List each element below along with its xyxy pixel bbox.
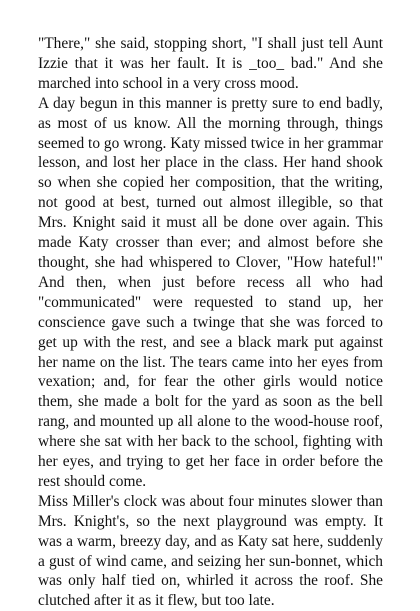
paragraph-1: "There," she said, stopping short, "I shall just tell Aunt Izzie that it was her fault. It is _too_ bad." And she marched into school in a very cross mood. xyxy=(38,35,383,92)
paragraph-2: A day begun in this manner is pretty sure to end badly, as most of us know. All the morning through, things seemed to go wrong. Katy missed twice in her grammar lesson, and lost her place in the class. Her hand shook so when she copied her composition, that the writing, not good at best, turned out almost illegible, so that Mrs. Knight said it must all be done over again. This made Katy crosser than ever; and almost before she thought, she had whispered to Clover, "How hateful!" And then, when just before recess all who had "communicated" were requested to stand up, her conscience gave such a twinge that she was forced to get up with the rest, and see a black mark put against her name on the list. The tears came into her eyes from vexation; and, for fear the other girls would notice them, she made a bolt for the yard as soon as the bell rang, and mounted up all alone to the wood-house roof, where she sat with her back to the school, fighting with her eyes, and trying to get her face in order before the rest should come. xyxy=(38,94,383,490)
document-page xyxy=(38,34,383,611)
paragraph-3: Miss Miller's clock was about four minutes slower than Mrs. Knight's, so the next playground was empty. It was a warm, breezy day, and as Katy sat here, suddenly a gust of wind came, and seizing her sun-bonnet, which was only half tied on, whirled it across the roof. She clutched after it as it flew, but too late. xyxy=(38,492,383,610)
